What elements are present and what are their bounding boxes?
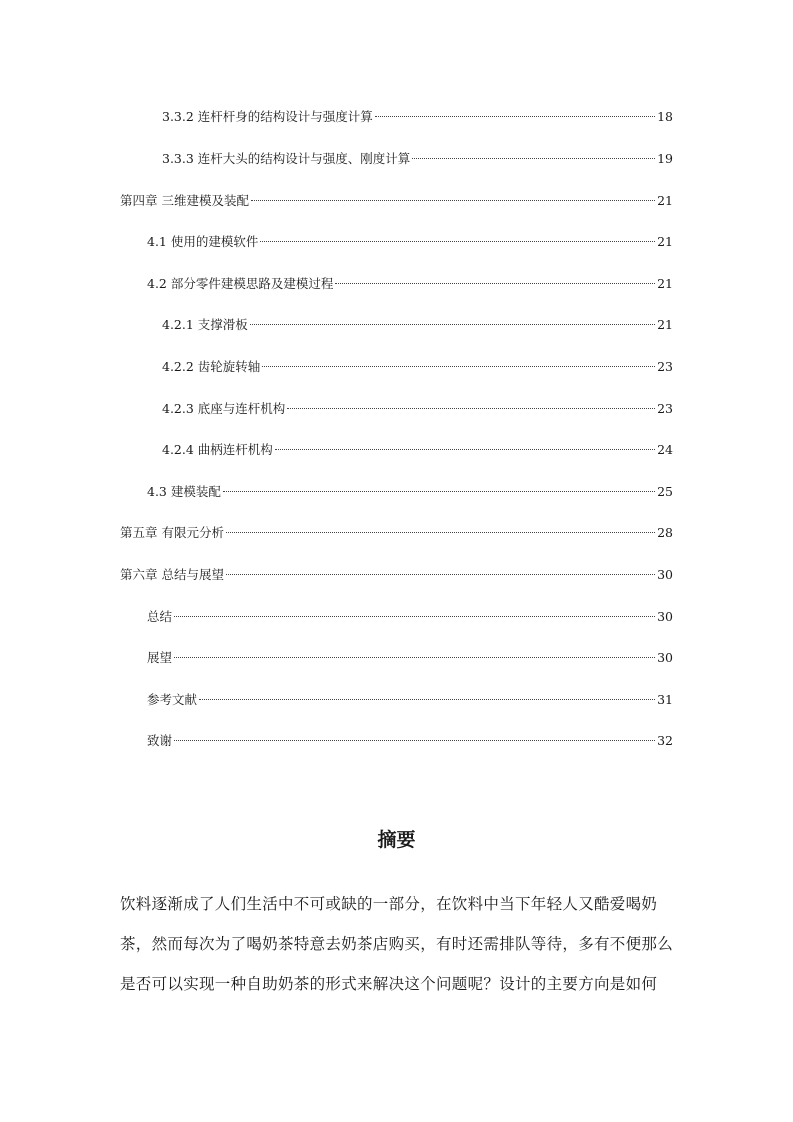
toc-entry-page: 28: [657, 525, 673, 540]
toc-leader-dots: [223, 491, 655, 492]
toc-entry-page: 23: [657, 359, 673, 374]
toc-entry[interactable]: [162, 441, 673, 459]
toc-leader-dots: [260, 241, 655, 242]
toc-leader-dots: [250, 324, 655, 325]
toc-entry-page: 32: [657, 733, 673, 748]
toc-entry[interactable]: [147, 691, 673, 709]
toc-entry-page: 31: [657, 692, 673, 707]
toc-entry[interactable]: [120, 524, 673, 542]
toc-entry-label: 4.1 使用的建模软件: [147, 234, 259, 249]
toc-leader-dots: [335, 283, 655, 284]
toc-entry[interactable]: [162, 108, 673, 126]
toc-leader-dots: [275, 449, 655, 450]
toc-entry[interactable]: [147, 483, 673, 501]
toc-entry-page: 25: [657, 484, 673, 499]
toc-entry-page: 19: [657, 151, 673, 166]
toc-entry-label: 第四章 三维建模及装配: [120, 193, 249, 208]
abstract-heading: 摘要: [377, 829, 416, 851]
toc-entry-page: 21: [657, 317, 673, 332]
toc-entry-page: 30: [657, 609, 673, 624]
toc-entry[interactable]: [162, 150, 673, 168]
toc-entry[interactable]: [120, 566, 673, 584]
toc-leader-dots: [287, 408, 655, 409]
toc-entry[interactable]: [120, 192, 673, 210]
toc-entry-label: 4.3 建模装配: [147, 484, 221, 499]
toc-entry[interactable]: [162, 400, 673, 418]
toc-entry-page: 23: [657, 401, 673, 416]
toc-entry-label: 总结: [147, 609, 173, 624]
toc-leader-dots: [226, 532, 655, 533]
toc-entry-label: 4.2.4 曲柄连杆机构: [162, 442, 273, 457]
toc-entry-label: 展望: [147, 650, 173, 665]
toc-entry-label: 第六章 总结与展望: [120, 567, 224, 582]
abstract-body: [120, 884, 680, 1004]
abstract-line: 饮料逐渐成了人们生活中不可或缺的一部分，在饮料中当下年轻人又酷爱喝奶: [120, 895, 658, 913]
toc-entry-label: 3.3.2 连杆杆身的结构设计与强度计算: [162, 109, 373, 124]
toc-leader-dots: [174, 740, 655, 741]
toc-entry[interactable]: [162, 316, 673, 334]
toc-entry[interactable]: [147, 608, 673, 626]
toc-entry-page: 21: [657, 193, 673, 208]
toc-entry-label: 第五章 有限元分析: [120, 525, 224, 540]
toc-leader-dots: [375, 116, 655, 117]
toc-entry-page: 21: [657, 234, 673, 249]
abstract-line: 茶，然而每次为了喝奶茶特意去奶茶店购买，有时还需排队等待，多有不便那么: [120, 935, 674, 953]
toc-entry-label: 4.2.2 齿轮旋转轴: [162, 359, 261, 374]
toc-leader-dots: [251, 200, 655, 201]
toc-leader-dots: [174, 657, 655, 658]
toc-entry-label: 致谢: [147, 733, 173, 748]
toc-entry[interactable]: [147, 233, 673, 251]
toc-entry[interactable]: [147, 275, 673, 293]
toc-leader-dots: [262, 366, 655, 367]
toc-entry-page: 30: [657, 567, 673, 582]
toc-entry-label: 4.2.1 支撑滑板: [162, 317, 248, 332]
abstract-line: 是否可以实现一种自助奶茶的形式来解决这个问题呢？设计的主要方向是如何: [120, 975, 658, 993]
toc-entry-label: 参考文献: [147, 692, 198, 707]
toc-entry-page: 21: [657, 276, 673, 291]
toc-leader-dots: [199, 699, 655, 700]
toc-leader-dots: [226, 574, 655, 575]
toc-entry[interactable]: [147, 732, 673, 750]
toc-leader-dots: [412, 158, 655, 159]
toc-entry-label: 4.2 部分零件建模思路及建模过程: [147, 276, 334, 291]
toc-entry[interactable]: [162, 358, 673, 376]
toc-entry-page: 24: [657, 442, 673, 457]
toc-entry-label: 4.2.3 底座与连杆机构: [162, 401, 286, 416]
toc-leader-dots: [174, 616, 655, 617]
toc-entry-page: 30: [657, 650, 673, 665]
toc-entry-label: 3.3.3 连杆大头的结构设计与强度、刚度计算: [162, 151, 411, 166]
toc-entry-page: 18: [657, 109, 673, 124]
toc-entry[interactable]: [147, 649, 673, 667]
